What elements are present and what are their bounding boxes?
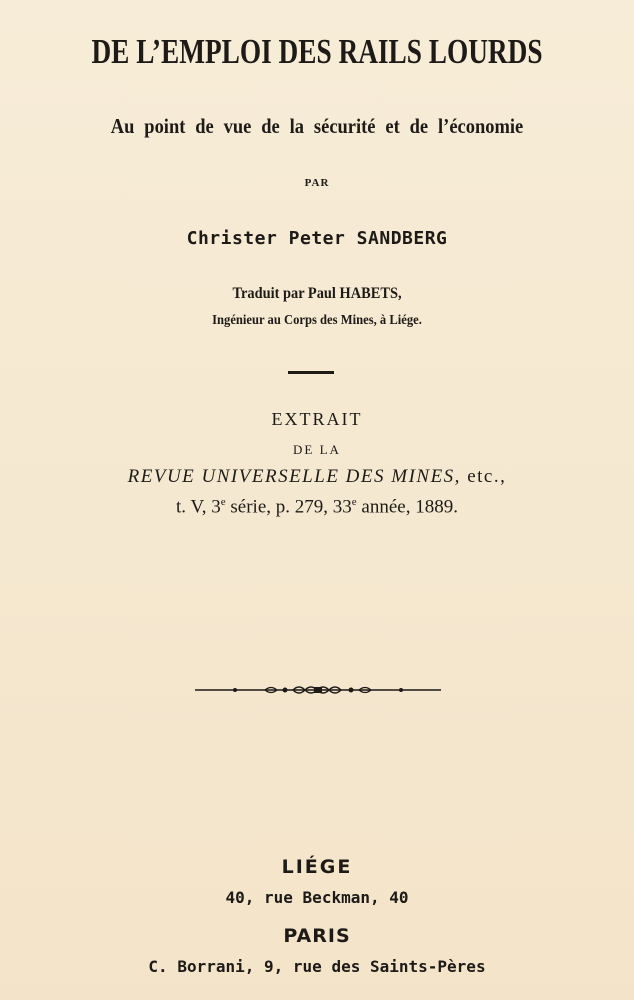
by-label: PAR [304, 177, 330, 189]
ornamental-rule [195, 681, 441, 699]
author-name: Christer Peter SANDBERG [186, 228, 448, 249]
citation-prefix: t. V, 3 [176, 496, 221, 518]
translator-line: Traduit par Paul HABETS, [232, 285, 402, 302]
citation-end: année, 1889. [356, 496, 458, 518]
book-subtitle: Au point de vue de la sécurité et de l’économie [110, 114, 524, 138]
citation-middle: série, p. 279, 33 [225, 496, 352, 518]
imprint-address-paris: C. Borrani, 9, rue des Saints-Pères [148, 957, 486, 976]
imprint-city-paris: PARIS [283, 925, 351, 947]
extract-of-the: DE LA [293, 442, 341, 457]
imprint-address-liege: 40, rue Beckman, 40 [225, 888, 409, 907]
book-title: DE L’EMPLOI DES RAILS LOURDS [91, 32, 543, 71]
journal-title: REVUE UNIVERSELLE DES MINES, [127, 466, 461, 487]
citation-superscript-1: e [220, 496, 226, 508]
extract-heading: EXTRAIT [271, 409, 363, 429]
citation-line [0, 496, 634, 518]
translator-affiliation: Ingénieur au Corps des Mines, à Liége. [212, 313, 422, 328]
journal-title-line [0, 466, 634, 488]
imprint-city-liege: LIÉGE [281, 856, 353, 878]
journal-suffix: etc., [460, 466, 507, 487]
citation-superscript-2: e [351, 496, 357, 508]
short-divider [288, 371, 334, 374]
